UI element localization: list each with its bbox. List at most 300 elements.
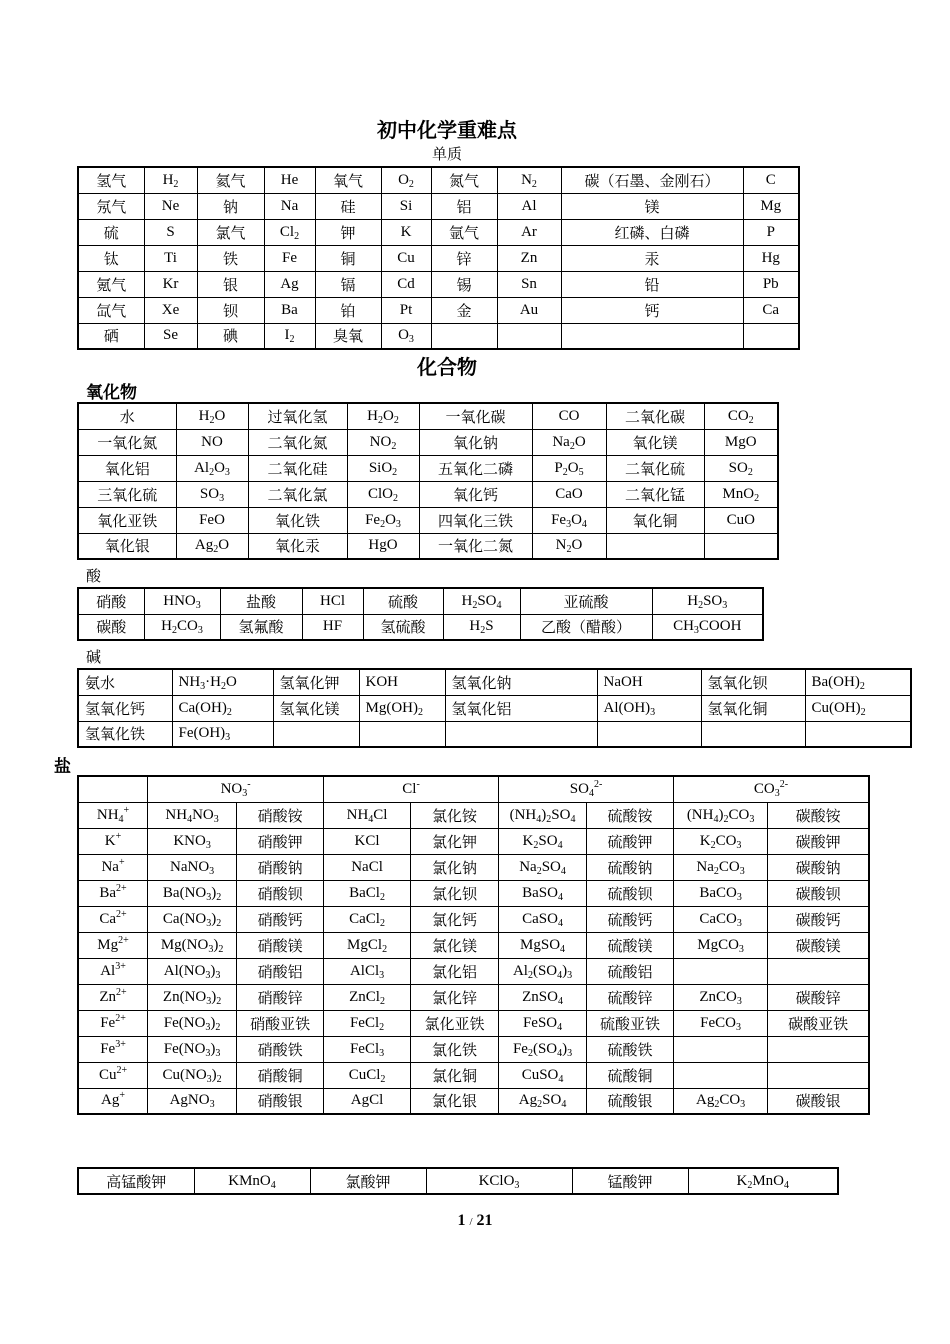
- salt-formula-cell: $Al_2(SO_4)_3$: [499, 958, 587, 984]
- element-name-cell: 氙气: [78, 297, 144, 323]
- oxide-name-cell: 二氧化碳: [606, 403, 704, 429]
- oxide-name-cell: 二氧化氯: [248, 481, 347, 507]
- base-name-cell: 氢氧化铜: [701, 695, 805, 721]
- salt-formula-cell: $(NH_4)_2CO_3$: [674, 802, 768, 828]
- base-formula-cell: $Ba(OH)_2$: [805, 669, 911, 695]
- element-name-cell: 氢气: [78, 167, 144, 193]
- oxide-name-cell: 二氧化锰: [606, 481, 704, 507]
- salt-name-cell: 氯化钙: [411, 906, 499, 932]
- element-symbol-cell: Zn: [497, 245, 561, 271]
- oxide-formula-cell: $Fe_2O_3$: [347, 507, 419, 533]
- page-separator: /: [469, 1216, 473, 1228]
- element-name-cell: 镁: [561, 193, 743, 219]
- oxide-formula-cell: NO: [176, 429, 248, 455]
- salt-formula-cell: KMnO$_4$: [194, 1168, 310, 1194]
- element-name-cell: 氧气: [315, 167, 381, 193]
- element-name-cell: 臭氧: [315, 323, 381, 349]
- salt-row: [78, 958, 869, 984]
- salt-name-cell: 硝酸铜: [237, 1062, 324, 1088]
- salt-name-cell: 硫酸亚铁: [587, 1010, 674, 1036]
- oxide-name-cell: 氧化银: [78, 533, 176, 559]
- base-row: [78, 721, 911, 747]
- salt-formula-cell: $Zn(NO_3)_2$: [148, 984, 237, 1010]
- salt-formula-cell: $K_2CO_3$: [674, 828, 768, 854]
- salt-name-cell: 硝酸锌: [237, 984, 324, 1010]
- oxide-formula-cell: $CO_2$: [704, 403, 778, 429]
- salt-row: [78, 828, 869, 854]
- salt-formula-cell: AgCl: [324, 1088, 411, 1114]
- salt-name-cell: 硫酸钾: [587, 828, 674, 854]
- oxide-formula-cell: $SO_3$: [176, 481, 248, 507]
- salt-formula-cell: ZnSO$_4$: [499, 984, 587, 1010]
- element-name-cell: 银: [197, 271, 264, 297]
- element-symbol-cell: Ca: [743, 297, 799, 323]
- salts-header-row: [78, 776, 869, 802]
- oxide-name-cell: 水: [78, 403, 176, 429]
- salt-name-cell: 氯化铜: [411, 1062, 499, 1088]
- oxide-row: [78, 533, 778, 559]
- salt-name-cell: 氯化钡: [411, 880, 499, 906]
- oxide-name-cell: 一氧化氮: [78, 429, 176, 455]
- salt-name-cell: [768, 958, 869, 984]
- salt-formula-cell: ZnCO$_3$: [674, 984, 768, 1010]
- element-symbol-cell: K: [381, 219, 431, 245]
- salt-name-cell: [768, 1062, 869, 1088]
- salt-formula-cell: MgCl$_2$: [324, 932, 411, 958]
- salt-name-cell: 硫酸钡: [587, 880, 674, 906]
- salt-name-cell: 氯化铁: [411, 1036, 499, 1062]
- salt-row: [78, 1036, 869, 1062]
- element-name-cell: 锌: [431, 245, 497, 271]
- salt-name-cell: [768, 1036, 869, 1062]
- element-name-cell: 氪气: [78, 271, 144, 297]
- element-symbol-cell: P: [743, 219, 799, 245]
- elements-table: [77, 166, 800, 350]
- salt-name-cell: 碳酸锌: [768, 984, 869, 1010]
- salt-name-cell: 氯化银: [411, 1088, 499, 1114]
- oxide-row: [78, 507, 778, 533]
- acid-name-cell: 乙酸（醋酸）: [520, 614, 652, 640]
- salt-name-cell: 硝酸钡: [237, 880, 324, 906]
- salt-formula-cell: $Al(NO_3)_3$: [148, 958, 237, 984]
- oxide-formula-cell: ClO$_2$: [347, 481, 419, 507]
- element-symbol-cell: [497, 323, 561, 349]
- salt-formula-cell: $Cu(NO_3)_2$: [148, 1062, 237, 1088]
- salt-formula-cell: MgCO$_3$: [674, 932, 768, 958]
- salt-formula-cell: FeCO$_3$: [674, 1010, 768, 1036]
- salt-formula-cell: $KNO_3$: [148, 828, 237, 854]
- salt-formula-cell: [674, 1062, 768, 1088]
- salt-formula-cell: CaSO$_4$: [499, 906, 587, 932]
- element-name-cell: [561, 323, 743, 349]
- oxide-formula-cell: $Al_2O_3$: [176, 455, 248, 481]
- oxide-row: [78, 429, 778, 455]
- salt-row: [78, 1010, 869, 1036]
- base-formula-cell: $NH_3\cdot H_2O$: [172, 669, 273, 695]
- element-symbol-cell: Pb: [743, 271, 799, 297]
- salt-row: [78, 1062, 869, 1088]
- salt-formula-cell: $NH_4Cl$: [324, 802, 411, 828]
- salt-formula-cell: CaCO$_3$: [674, 906, 768, 932]
- page-number: [0, 1212, 950, 1230]
- element-symbol-cell: Ag: [264, 271, 315, 297]
- salt-formula-cell: MgSO$_4$: [499, 932, 587, 958]
- oxide-formula-cell: FeO: [176, 507, 248, 533]
- element-name-cell: 硅: [315, 193, 381, 219]
- acid-formula-cell: $H_2SO_3$: [652, 588, 763, 614]
- base-name-cell: 氢氧化钙: [78, 695, 172, 721]
- oxide-name-cell: 一氧化碳: [419, 403, 532, 429]
- element-name-cell: 铁: [197, 245, 264, 271]
- salt-row: [78, 1088, 869, 1114]
- salt-row: [78, 906, 869, 932]
- salt-formula-cell: BaSO$_4$: [499, 880, 587, 906]
- cation-cell: $Cu^{2+}$: [78, 1062, 148, 1088]
- salt-formula-cell: [674, 1036, 768, 1062]
- base-formula-cell: $Fe(OH)_3$: [172, 721, 273, 747]
- base-name-cell: 氢氧化铝: [445, 695, 597, 721]
- salt-name-cell: 硝酸镁: [237, 932, 324, 958]
- oxide-formula-cell: MnO$_2$: [704, 481, 778, 507]
- salt-formula-cell: $Na_2SO_4$: [499, 854, 587, 880]
- element-symbol-cell: S: [144, 219, 197, 245]
- oxide-formula-cell: HgO: [347, 533, 419, 559]
- acid-name-cell: 硫酸: [363, 588, 443, 614]
- salt-formula-cell: $Ca(NO_3)_2$: [148, 906, 237, 932]
- oxide-row: [78, 403, 778, 429]
- element-symbol-cell: $O_2$: [381, 167, 431, 193]
- salt-name-cell: 硝酸钠: [237, 854, 324, 880]
- other-salt-row: [78, 1168, 838, 1194]
- salt-name-cell: 硝酸铝: [237, 958, 324, 984]
- salt-formula-cell: $K_2MnO_4$: [688, 1168, 838, 1194]
- salt-row: [78, 932, 869, 958]
- base-formula-cell: $Cu(OH)_2$: [805, 695, 911, 721]
- element-symbol-cell: Mg: [743, 193, 799, 219]
- salt-name-cell: 硫酸钙: [587, 906, 674, 932]
- oxide-row: [78, 481, 778, 507]
- salt-row: [78, 880, 869, 906]
- element-name-cell: 氩气: [431, 219, 497, 245]
- oxide-formula-cell: $Na_2O$: [532, 429, 606, 455]
- element-name-cell: 钠: [197, 193, 264, 219]
- oxide-formula-cell: SiO$_2$: [347, 455, 419, 481]
- element-name-cell: 镉: [315, 271, 381, 297]
- cation-cell: $Zn^{2+}$: [78, 984, 148, 1010]
- salt-name-cell: 碳酸钡: [768, 880, 869, 906]
- base-formula-cell: [597, 721, 701, 747]
- salt-name-cell: 硫酸铜: [587, 1062, 674, 1088]
- salt-name-cell: 氯化钠: [411, 854, 499, 880]
- oxide-formula-cell: $NO_2$: [347, 429, 419, 455]
- base-name-cell: 氢氧化钡: [701, 669, 805, 695]
- element-symbol-cell: C: [743, 167, 799, 193]
- oxide-name-cell: 氧化铜: [606, 507, 704, 533]
- anion-header-cell: Cl-: [324, 776, 499, 802]
- element-symbol-cell: Se: [144, 323, 197, 349]
- salt-formula-cell: $(NH_4)_2SO_4$: [499, 802, 587, 828]
- acids-heading: 酸: [86, 567, 102, 585]
- salt-formula-cell: FeSO$_4$: [499, 1010, 587, 1036]
- salt-name-cell: 碳酸钠: [768, 854, 869, 880]
- oxides-table: [77, 402, 779, 560]
- element-name-cell: 氮气: [431, 167, 497, 193]
- anion-header-cell: $NO_3^-$: [148, 776, 324, 802]
- salt-name-cell: 碳酸铵: [768, 802, 869, 828]
- acids-table: [77, 587, 764, 641]
- salt-name-cell: 氯化锌: [411, 984, 499, 1010]
- salt-name-cell: 碳酸钾: [768, 828, 869, 854]
- cation-cell: $Al^{3+}$: [78, 958, 148, 984]
- salt-row: [78, 854, 869, 880]
- salt-formula-cell: BaCO$_3$: [674, 880, 768, 906]
- acid-name-cell: 氢氟酸: [220, 614, 302, 640]
- element-name-cell: 硒: [78, 323, 144, 349]
- acid-name-cell: 盐酸: [220, 588, 302, 614]
- salt-name-cell: 氯化亚铁: [411, 1010, 499, 1036]
- salts-table: [77, 775, 870, 1115]
- salt-formula-cell: KClO$_3$: [426, 1168, 572, 1194]
- element-name-cell: 氖气: [78, 193, 144, 219]
- salt-formula-cell: CuSO$_4$: [499, 1062, 587, 1088]
- element-name-cell: 红磷、白磷: [561, 219, 743, 245]
- base-formula-cell: [359, 721, 445, 747]
- salt-name-cell: 硫酸钠: [587, 854, 674, 880]
- salt-formula-cell: $NH_4NO_3$: [148, 802, 237, 828]
- salt-formula-cell: CaCl$_2$: [324, 906, 411, 932]
- other-salts-table: [77, 1167, 839, 1195]
- salt-name-cell: 硫酸铝: [587, 958, 674, 984]
- base-formula-cell: $Al(OH)_3$: [597, 695, 701, 721]
- element-symbol-cell: Ti: [144, 245, 197, 271]
- oxide-name-cell: 二氧化硅: [248, 455, 347, 481]
- element-symbol-cell: Ne: [144, 193, 197, 219]
- element-symbol-cell: Fe: [264, 245, 315, 271]
- elements-row: [78, 219, 799, 245]
- salt-formula-cell: $Fe_2(SO_4)_3$: [499, 1036, 587, 1062]
- element-symbol-cell: Al: [497, 193, 561, 219]
- cation-cell: $Ba^{2+}$: [78, 880, 148, 906]
- element-symbol-cell: He: [264, 167, 315, 193]
- acid-formula-cell: HF: [302, 614, 363, 640]
- oxide-row: [78, 455, 778, 481]
- cation-cell: $Fe^{2+}$: [78, 1010, 148, 1036]
- oxide-name-cell: [606, 533, 704, 559]
- salt-name-cell: 硝酸银: [237, 1088, 324, 1114]
- salt-formula-cell: $Fe(NO_3)_2$: [148, 1010, 237, 1036]
- base-name-cell: [445, 721, 597, 747]
- element-symbol-cell: Ar: [497, 219, 561, 245]
- base-row: [78, 695, 911, 721]
- element-symbol-cell: Xe: [144, 297, 197, 323]
- base-formula-cell: NaOH: [597, 669, 701, 695]
- salt-name-cell: 硝酸钾: [237, 828, 324, 854]
- salt-row: [78, 802, 869, 828]
- base-formula-cell: KOH: [359, 669, 445, 695]
- salt-name-cell: 碳酸钙: [768, 906, 869, 932]
- anion-header-cell: $SO_4^{2-}$: [499, 776, 674, 802]
- element-name-cell: [431, 323, 497, 349]
- salt-name-cell: 硝酸铁: [237, 1036, 324, 1062]
- salt-row: [78, 984, 869, 1010]
- oxide-name-cell: 氧化铁: [248, 507, 347, 533]
- element-symbol-cell: $N_2$: [497, 167, 561, 193]
- oxide-name-cell: 二氧化硫: [606, 455, 704, 481]
- salt-formula-cell: AlCl$_3$: [324, 958, 411, 984]
- elements-row: [78, 297, 799, 323]
- salt-name-cell: 碳酸银: [768, 1088, 869, 1114]
- element-symbol-cell: Si: [381, 193, 431, 219]
- compounds-heading: 化合物: [417, 355, 477, 379]
- acid-name-cell: 硝酸: [78, 588, 144, 614]
- cation-cell: Na+: [78, 854, 148, 880]
- elements-row: [78, 167, 799, 193]
- oxide-formula-cell: [704, 533, 778, 559]
- base-formula-cell: [805, 721, 911, 747]
- elements-row: [78, 323, 799, 349]
- base-formula-cell: $Ca(OH)_2$: [172, 695, 273, 721]
- salt-formula-cell: BaCl$_2$: [324, 880, 411, 906]
- element-symbol-cell: [743, 323, 799, 349]
- element-name-cell: 铂: [315, 297, 381, 323]
- salt-formula-cell: NaNO$_3$: [148, 854, 237, 880]
- salt-name-cell: 硝酸亚铁: [237, 1010, 324, 1036]
- oxide-name-cell: 氧化铝: [78, 455, 176, 481]
- element-symbol-cell: Ba: [264, 297, 315, 323]
- element-symbol-cell: Kr: [144, 271, 197, 297]
- oxide-name-cell: 氧化亚铁: [78, 507, 176, 533]
- bases-table: [77, 668, 912, 748]
- salt-name-cell: 氯化铵: [411, 802, 499, 828]
- salt-formula-cell: AgNO$_3$: [148, 1088, 237, 1114]
- salt-formula-cell: $K_2SO_4$: [499, 828, 587, 854]
- element-symbol-cell: Au: [497, 297, 561, 323]
- acid-formula-cell: $H_2SO_4$: [443, 588, 520, 614]
- oxide-formula-cell: $Fe_3O_4$: [532, 507, 606, 533]
- salt-formula-cell: KCl: [324, 828, 411, 854]
- cation-cell: Ag+: [78, 1088, 148, 1114]
- salt-formula-cell: $Ba(NO_3)_2$: [148, 880, 237, 906]
- salt-formula-cell: [674, 958, 768, 984]
- salt-formula-cell: FeCl$_2$: [324, 1010, 411, 1036]
- elements-row: [78, 245, 799, 271]
- elements-subtitle: 单质: [431, 145, 462, 163]
- salt-formula-cell: CuCl$_2$: [324, 1062, 411, 1088]
- salt-formula-cell: $Na_2CO_3$: [674, 854, 768, 880]
- oxide-formula-cell: MgO: [704, 429, 778, 455]
- acid-formula-cell: $H_2CO_3$: [144, 614, 220, 640]
- salt-name-cell: 碳酸亚铁: [768, 1010, 869, 1036]
- oxide-formula-cell: $H_2O_2$: [347, 403, 419, 429]
- oxides-heading: 氧化物: [86, 383, 137, 403]
- oxide-name-cell: 二氧化氮: [248, 429, 347, 455]
- elements-row: [78, 271, 799, 297]
- base-name-cell: 氢氧化钾: [273, 669, 359, 695]
- salt-name-cell: 氯化铝: [411, 958, 499, 984]
- element-symbol-cell: $Cl_2$: [264, 219, 315, 245]
- element-name-cell: 钾: [315, 219, 381, 245]
- salts-corner-cell: [78, 776, 148, 802]
- element-symbol-cell: Pt: [381, 297, 431, 323]
- base-name-cell: 氨水: [78, 669, 172, 695]
- element-symbol-cell: Cu: [381, 245, 431, 271]
- oxide-name-cell: 氧化汞: [248, 533, 347, 559]
- acid-formula-cell: HCl: [302, 588, 363, 614]
- elements-row: [78, 193, 799, 219]
- element-name-cell: 汞: [561, 245, 743, 271]
- salt-name-cell: 硫酸镁: [587, 932, 674, 958]
- oxide-name-cell: 四氧化三铁: [419, 507, 532, 533]
- oxide-name-cell: 三氧化硫: [78, 481, 176, 507]
- element-name-cell: 钡: [197, 297, 264, 323]
- bases-heading: 碱: [86, 648, 102, 666]
- salt-name-cell: 硫酸铁: [587, 1036, 674, 1062]
- salt-formula-cell: NaCl: [324, 854, 411, 880]
- salt-name-cell: 硫酸铵: [587, 802, 674, 828]
- element-name-cell: 金: [431, 297, 497, 323]
- element-symbol-cell: Cd: [381, 271, 431, 297]
- salt-formula-cell: FeCl$_3$: [324, 1036, 411, 1062]
- oxide-name-cell: 氧化钠: [419, 429, 532, 455]
- base-name-cell: [701, 721, 805, 747]
- base-name-cell: 氢氧化镁: [273, 695, 359, 721]
- salt-name-cell: 锰酸钾: [572, 1168, 688, 1194]
- element-symbol-cell: $H_2$: [144, 167, 197, 193]
- acid-formula-cell: $HNO_3$: [144, 588, 220, 614]
- element-name-cell: 钙: [561, 297, 743, 323]
- oxide-formula-cell: CaO: [532, 481, 606, 507]
- salt-name-cell: 硝酸铵: [237, 802, 324, 828]
- page-total: 21: [476, 1212, 493, 1229]
- acid-name-cell: 碳酸: [78, 614, 144, 640]
- salt-name-cell: 碳酸镁: [768, 932, 869, 958]
- oxide-name-cell: 氧化钙: [419, 481, 532, 507]
- page-current: 1: [457, 1212, 466, 1229]
- element-name-cell: 碘: [197, 323, 264, 349]
- element-symbol-cell: Hg: [743, 245, 799, 271]
- element-symbol-cell: $O_3$: [381, 323, 431, 349]
- cation-cell: $Ca^{2+}$: [78, 906, 148, 932]
- base-name-cell: 氢氧化钠: [445, 669, 597, 695]
- oxide-name-cell: 过氧化氢: [248, 403, 347, 429]
- base-row: [78, 669, 911, 695]
- salt-formula-cell: $Mg(NO_3)_2$: [148, 932, 237, 958]
- page-title: 初中化学重难点: [377, 118, 517, 142]
- salt-name-cell: 硫酸银: [587, 1088, 674, 1114]
- salt-name-cell: 氯化钾: [411, 828, 499, 854]
- element-name-cell: 铜: [315, 245, 381, 271]
- salt-formula-cell: ZnCl$_2$: [324, 984, 411, 1010]
- cation-cell: $NH_4^+$: [78, 802, 148, 828]
- element-name-cell: 铅: [561, 271, 743, 297]
- acid-formula-cell: $H_2S$: [443, 614, 520, 640]
- salts-heading: 盐: [54, 757, 71, 777]
- element-name-cell: 硫: [78, 219, 144, 245]
- cation-cell: $Fe^{3+}$: [78, 1036, 148, 1062]
- salt-name-cell: 硫酸锌: [587, 984, 674, 1010]
- acid-name-cell: 氢硫酸: [363, 614, 443, 640]
- oxide-formula-cell: $P_2O_5$: [532, 455, 606, 481]
- oxide-formula-cell: $H_2O$: [176, 403, 248, 429]
- element-name-cell: 氦气: [197, 167, 264, 193]
- oxide-name-cell: 氧化镁: [606, 429, 704, 455]
- salt-name-cell: 氯化镁: [411, 932, 499, 958]
- element-name-cell: 碳（石墨、金刚石）: [561, 167, 743, 193]
- salt-formula-cell: $Fe(NO_3)_3$: [148, 1036, 237, 1062]
- oxide-name-cell: 五氧化二磷: [419, 455, 532, 481]
- oxide-formula-cell: $SO_2$: [704, 455, 778, 481]
- element-symbol-cell: Na: [264, 193, 315, 219]
